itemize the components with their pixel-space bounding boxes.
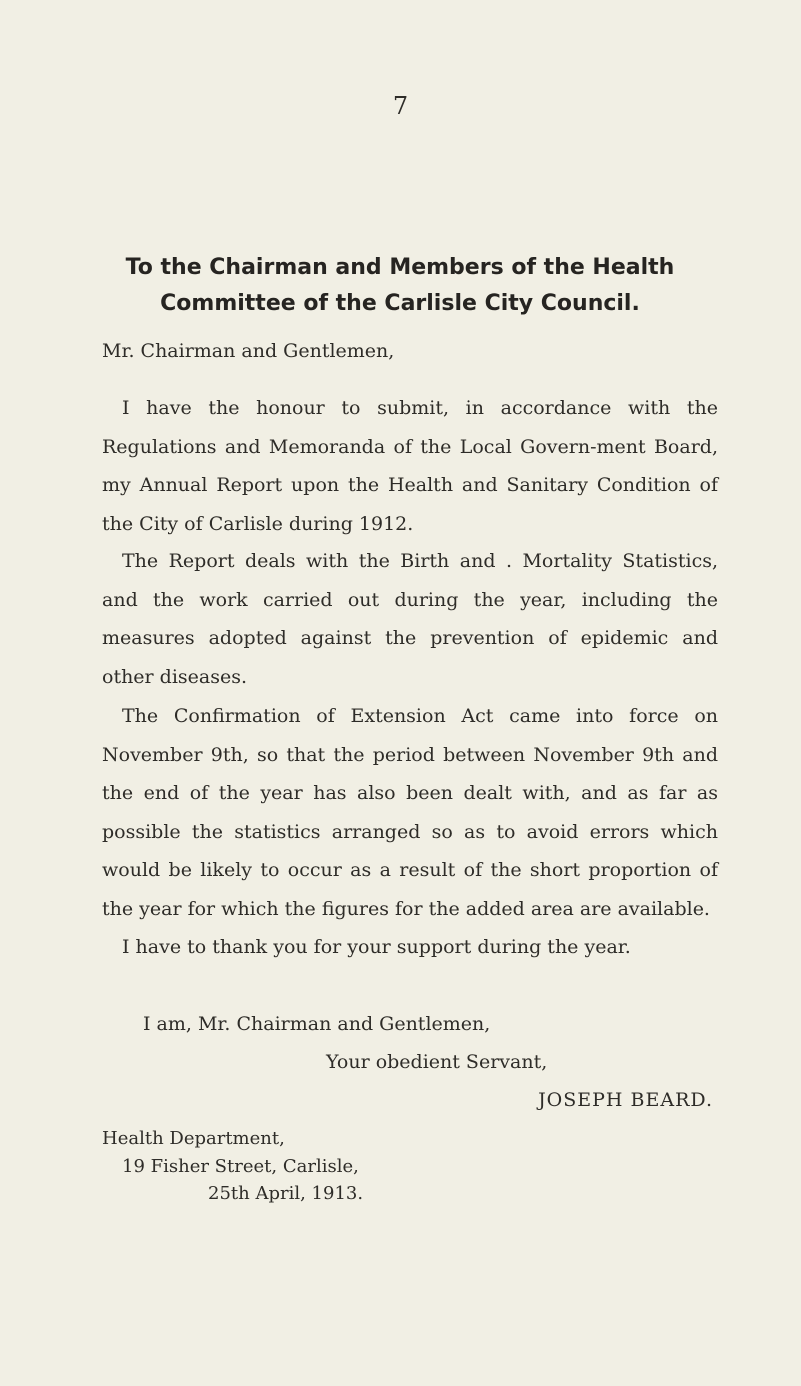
closing-line: I am, Mr. Chairman and Gentlemen, [143, 1013, 491, 1035]
salutation: Mr. Chairman and Gentlemen, [102, 340, 395, 362]
heading-line-1: To the Chairman and Members of the Health [125, 255, 675, 280]
page-number: 7 [392, 92, 409, 120]
letter-heading [90, 250, 710, 322]
address-street: 19 Fisher Street, Carlisle, [122, 1156, 359, 1177]
heading-line-2: Committee of the Carlisle City Council. [160, 291, 640, 316]
closing-servant: Your obedient Servant, [326, 1051, 548, 1073]
paragraph-report-contents: The Report deals with the Birth and . Mortality Statistics, and the work carried out during the year, including the measures adopted against the prevention of epidemic and other diseases. [102, 550, 718, 688]
paragraph-extension-act: The Confirmation of Extension Act came into force on November 9th, so that the period between November 9th and the end of the year has also been dealt with, and as far as possible the statistics arranged so as to avoid errors which would be likely to occur as a result of the short proportion of the year for which the figures for the added area are available. [102, 705, 718, 920]
address-department: Health Department, [102, 1128, 285, 1149]
signature: JOSEPH BEARD. [538, 1089, 713, 1111]
address-date: 25th April, 1913. [208, 1183, 364, 1204]
paragraph-report-submission: I have the honour to submit, in accordance with the Regulations and Memoranda of the Local Govern-ment Board, my Annual Report upon the Health and Sanitary Condition of the City of Carlisle during 1912. [102, 397, 718, 535]
paragraph-thanks: I have to thank you for your support during the year. [122, 936, 631, 958]
